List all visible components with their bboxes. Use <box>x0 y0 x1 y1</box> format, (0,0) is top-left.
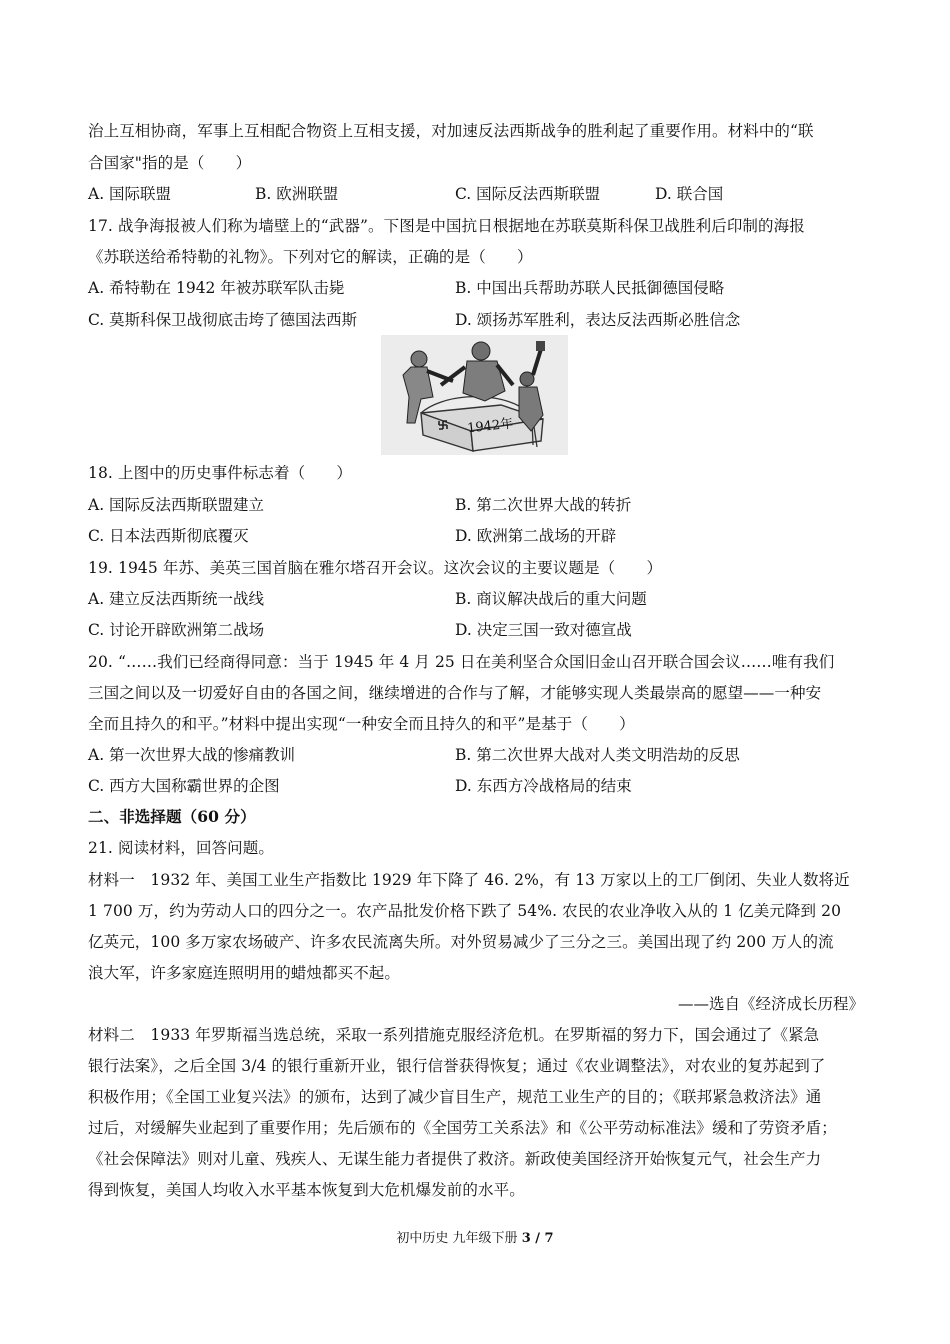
text-line: 《社会保障法》则对儿童、残疾人、无谋生能力者提供了救济。新政使美国经济开始恢复元气，社会生产力 <box>88 1150 822 1168</box>
option-b: B. 商议解决战后的重大问题 <box>455 590 647 608</box>
poster-illustration <box>381 335 568 455</box>
footer-text: 初中历史 九年级下册 <box>396 1231 522 1246</box>
text-line: 治上互相协商，军事上互相配合物资上互相支援，对加速反法西斯战争的胜利起了重要作用。材料中的“联 <box>88 122 814 140</box>
material-one: 材料一 1932 年、美国工业生产指数比 1929 年下降了 46. 2%，有 13 万家以上的工厂倒闭、失业人数将近 <box>88 871 850 889</box>
option-a: A. 国际反法西斯联盟建立 <box>88 496 265 514</box>
option-a: A. 第一次世界大战的惨痛教训 <box>88 746 296 764</box>
option-a: A. 希特勒在 1942 年被苏联军队击毙 <box>88 279 345 297</box>
text-line: 全而且持久的和平。”材料中提出实现“一种安全而且持久的和平”是基于（ ） <box>88 715 635 733</box>
option-b: B. 欧洲联盟 <box>255 185 339 203</box>
option-d: D. 东西方冷战格局的结束 <box>455 777 632 795</box>
page-number: 3 / 7 <box>521 1231 554 1246</box>
question-19: 19. 1945 年苏、美英三国首脑在雅尔塔召开会议。这次会议的主要议题是（ ） <box>88 559 663 577</box>
option-d: D. 联合国 <box>655 185 724 203</box>
option-c: C. 西方大国称霸世界的企图 <box>88 777 280 795</box>
question-18: 18. 上图中的历史事件标志着（ ） <box>88 464 352 482</box>
text-line: 合国家"指的是（ ） <box>88 154 252 172</box>
text-line: 过后，对缓解失业起到了重要作用；先后颁布的《全国劳工关系法》和《公平劳动标准法》缓和了劳资矛盾； <box>88 1119 837 1137</box>
material-two: 材料二 1933 年罗斯福当选总统，采取一系列措施克服经济危机。在罗斯福的努力下，国会通过了《紧急 <box>88 1026 820 1044</box>
question-21: 21. 阅读材料，回答问题。 <box>88 839 274 857</box>
text-line: 三国之间以及一切爱好自由的各国之间，继续增进的合作与了解，才能够实现人类最崇高的愿望——一种安 <box>88 684 822 702</box>
poster-year-label: 1942年 <box>466 416 514 437</box>
text-line: 浪大军，许多家庭连照明用的蜡烛都买不起。 <box>88 964 401 982</box>
page-footer <box>0 1227 950 1246</box>
option-b: B. 第二次世界大战对人类文明浩劫的反思 <box>455 746 740 764</box>
text-line: 《苏联送给希特勒的礼物》。下列对它的解读，正确的是（ ） <box>88 248 533 266</box>
material-source: ——选自《经济成长历程》 <box>677 995 864 1013</box>
option-c: C. 日本法西斯彻底覆灭 <box>88 527 249 545</box>
text-line: 亿英元，100 多万家农场破产、许多农民流离失所。对外贸易减少了三分之三。美国出现了约 200 万人的流 <box>88 933 834 951</box>
section-heading: 二、非选择题（60 分） <box>88 807 256 826</box>
poster-drawing <box>381 335 568 455</box>
option-d: D. 颂扬苏军胜利，表达反法西斯必胜信念 <box>455 311 741 329</box>
option-c: C. 国际反法西斯联盟 <box>455 185 601 203</box>
option-c: C. 讨论开辟欧洲第二战场 <box>88 621 265 639</box>
option-a: A. 国际联盟 <box>88 185 172 203</box>
text-line: 银行法案》，之后全国 3/4 的银行重新开业，银行信誉获得恢复；通过《农业调整法》，对农业的复苏起到了 <box>88 1057 826 1075</box>
option-d: D. 决定三国一致对德宣战 <box>455 621 632 639</box>
option-a: A. 建立反法西斯统一战线 <box>88 590 265 608</box>
option-d: D. 欧洲第二战场的开辟 <box>455 527 617 545</box>
option-b: B. 第二次世界大战的转折 <box>455 496 632 514</box>
question-17: 17. 战争海报被人们称为墙壁上的“武器”。下图是中国抗日根据地在苏联莫斯科保卫战胜利后印制的海报 <box>88 217 805 235</box>
question-20: 20. “……我们已经商得同意：当于 1945 年 4 月 25 日在美利坚合众国旧金山召开联合国会议……唯有我们 <box>88 653 835 671</box>
option-b: B. 中国出兵帮助苏联人民抵御德国侵略 <box>455 279 725 297</box>
text-line: 积极作用；《全国工业复兴法》的颁布，达到了减少盲目生产，规范工业生产的目的；《联邦紧急救济法》通 <box>88 1088 822 1106</box>
option-c: C. 莫斯科保卫战彻底击垮了德国法西斯 <box>88 311 358 329</box>
text-line: 得到恢复，美国人均收入水平基本恢复到大危机爆发前的水平。 <box>88 1181 525 1199</box>
text-line: 1 700 万，约为劳动人口的四分之一。农产品批发价格下跌了 54%. 农民的农业净收入从的 1 亿美元降到 20 <box>88 902 842 920</box>
